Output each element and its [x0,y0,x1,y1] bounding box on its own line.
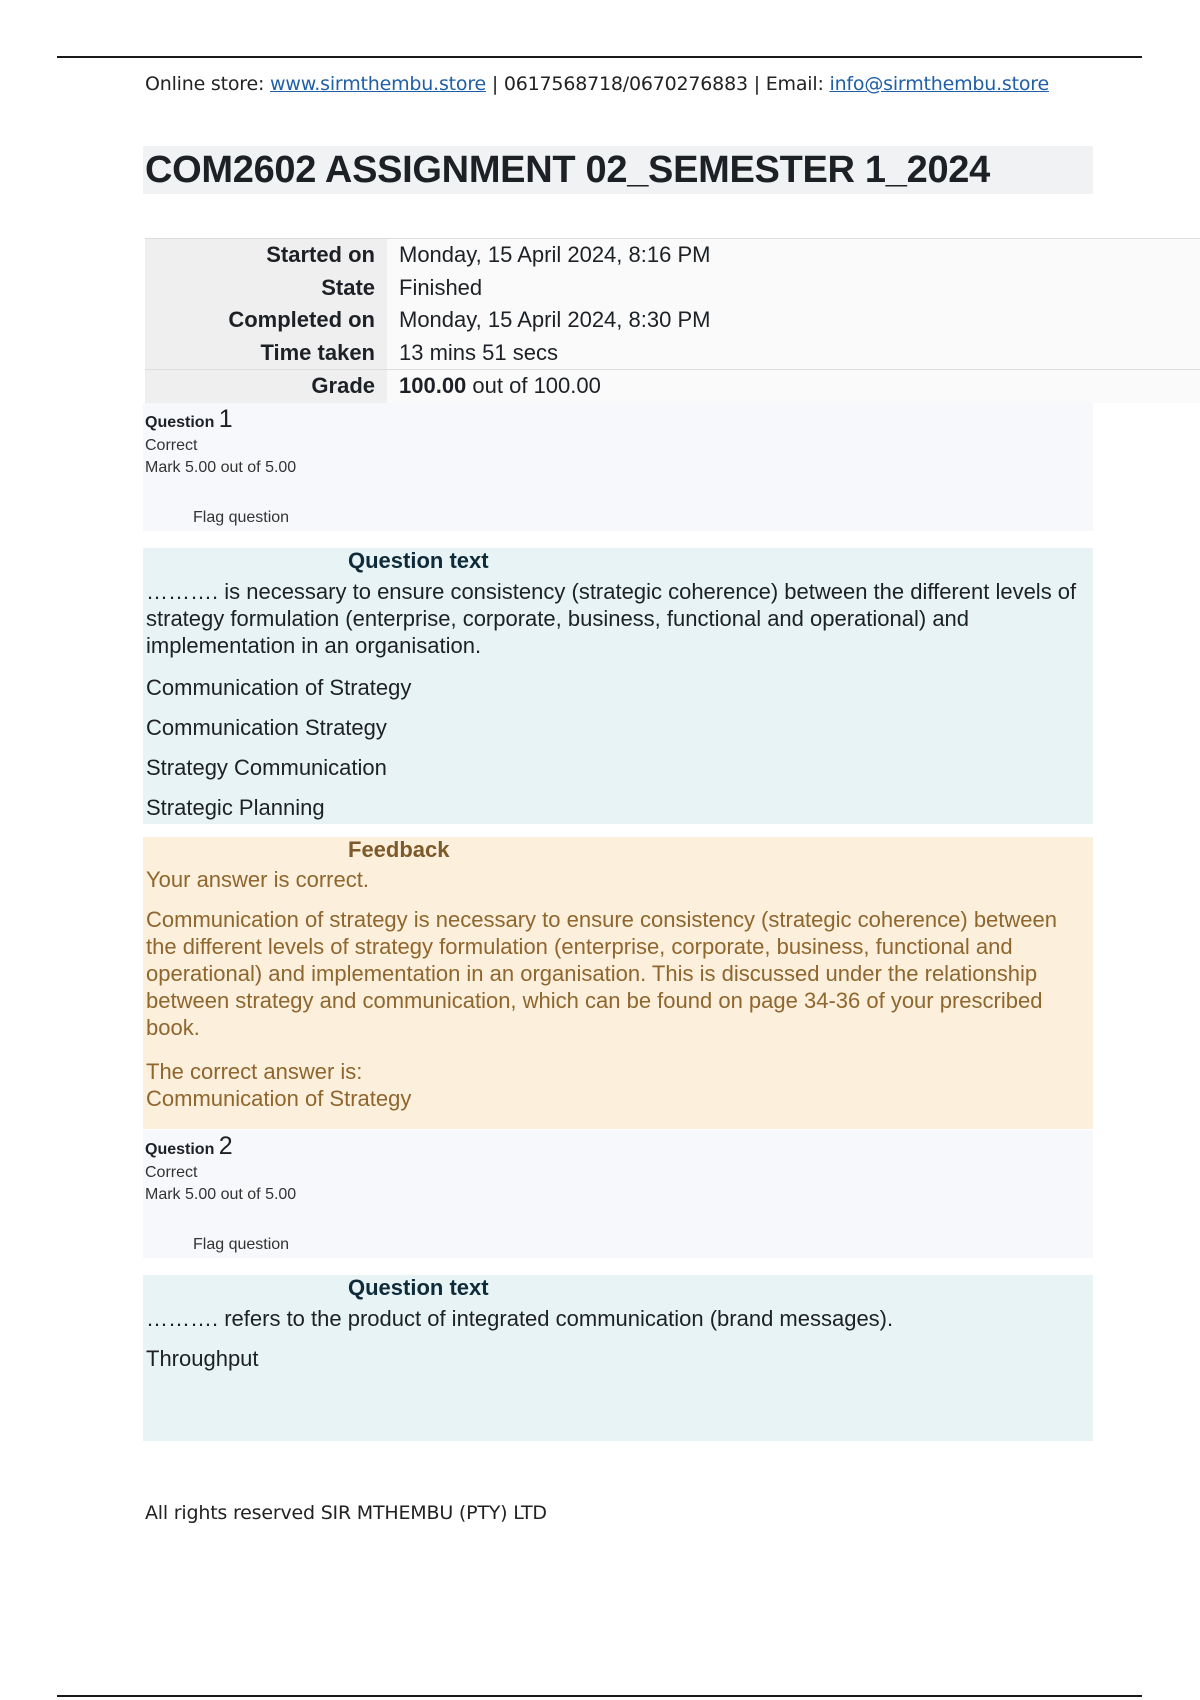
answer-option[interactable]: Throughput [146,1346,259,1371]
question-state: Correct [145,1164,198,1181]
question-text-heading: Question text [348,1275,489,1300]
header-contact-line [145,73,1049,95]
email-link[interactable]: info@sirmthembu.store [829,73,1049,95]
summary-row-time [145,337,1200,370]
summary-row-state [145,272,1200,305]
question-mark: Mark 5.00 out of 5.00 [145,459,297,476]
store-label: Online store: [145,73,271,95]
question-mark: Mark 5.00 out of 5.00 [145,1186,297,1203]
completed-value: Monday, 15 April 2024, 8:30 PM [387,304,1200,337]
question-2-info [143,1130,1093,1258]
question-label: Question [145,414,219,431]
summary-row-completed [145,304,1200,337]
top-rule [57,56,1142,58]
answer-option[interactable]: Strategy Communication [146,755,387,780]
flag-question-link[interactable]: Flag question [193,509,290,526]
title-bar [143,146,1093,194]
page-title: COM2602 ASSIGNMENT 02_SEMESTER 1_2024 [145,149,990,191]
feedback-correct: Your answer is correct. [146,867,369,892]
attempt-summary-table [145,238,1200,403]
question-number [145,405,233,434]
question-1-text [143,548,1093,824]
question-1-info [143,403,1093,531]
store-link[interactable]: www.sirmthembu.store [270,73,486,95]
grade-score: 100.00 [399,373,467,398]
correct-answer-label: The correct answer is: [146,1059,363,1084]
answer-option[interactable]: Communication of Strategy [146,675,412,700]
time-label: Time taken [145,337,387,370]
question-number-value: 2 [218,1132,233,1160]
completed-label: Completed on [145,304,387,337]
answer-option[interactable]: Communication Strategy [146,715,387,740]
bottom-rule [57,1695,1142,1697]
state-value: Finished [387,272,1200,305]
feedback-heading: Feedback [348,837,450,862]
question-number-value: 1 [218,405,233,433]
grade-out-of: out of 100.00 [466,373,601,398]
footer-copyright: All rights reserved SIR MTHEMBU (PTY) LTD [145,1502,547,1524]
flag-question-link[interactable]: Flag question [193,1236,290,1253]
question-state: Correct [145,437,198,454]
question-1-feedback [143,837,1093,1129]
time-value: 13 mins 51 secs [387,337,1200,370]
summary-row-grade [145,369,1200,403]
grade-value [387,370,1200,403]
correct-answer-value: Communication of Strategy [146,1086,412,1111]
grade-label: Grade [145,370,387,403]
started-value: Monday, 15 April 2024, 8:16 PM [387,239,1200,272]
answer-option[interactable]: Strategic Planning [146,795,325,820]
question-text-heading: Question text [348,548,489,573]
state-label: State [145,272,387,305]
question-number [145,1132,233,1161]
phone-numbers: | 0617568718/0670276883 | Email: [486,73,830,95]
question-label: Question [145,1141,219,1158]
question-prompt: ………. refers to the product of integrated communication (brand messages). [146,1306,894,1331]
summary-row-started [145,239,1200,272]
started-label: Started on [145,239,387,272]
question-2-text [143,1275,1093,1441]
feedback-explanation: Communication of strategy is necessary to ensure consistency (strategic coherence) between the different levels of strategy formulation (enterprise, corporate, business, functional and operational) and implementation in an organisation. This is discussed under the relationship between strategy and communication, which can be found on page 34-36 of your prescribed book. [146,907,1057,1040]
question-prompt: ………. is necessary to ensure consistency (strategic coherence) between the different levels of strategy formulation (enterprise, corporate, business, functional and operational) and implementation in an organisation. [146,579,1077,658]
